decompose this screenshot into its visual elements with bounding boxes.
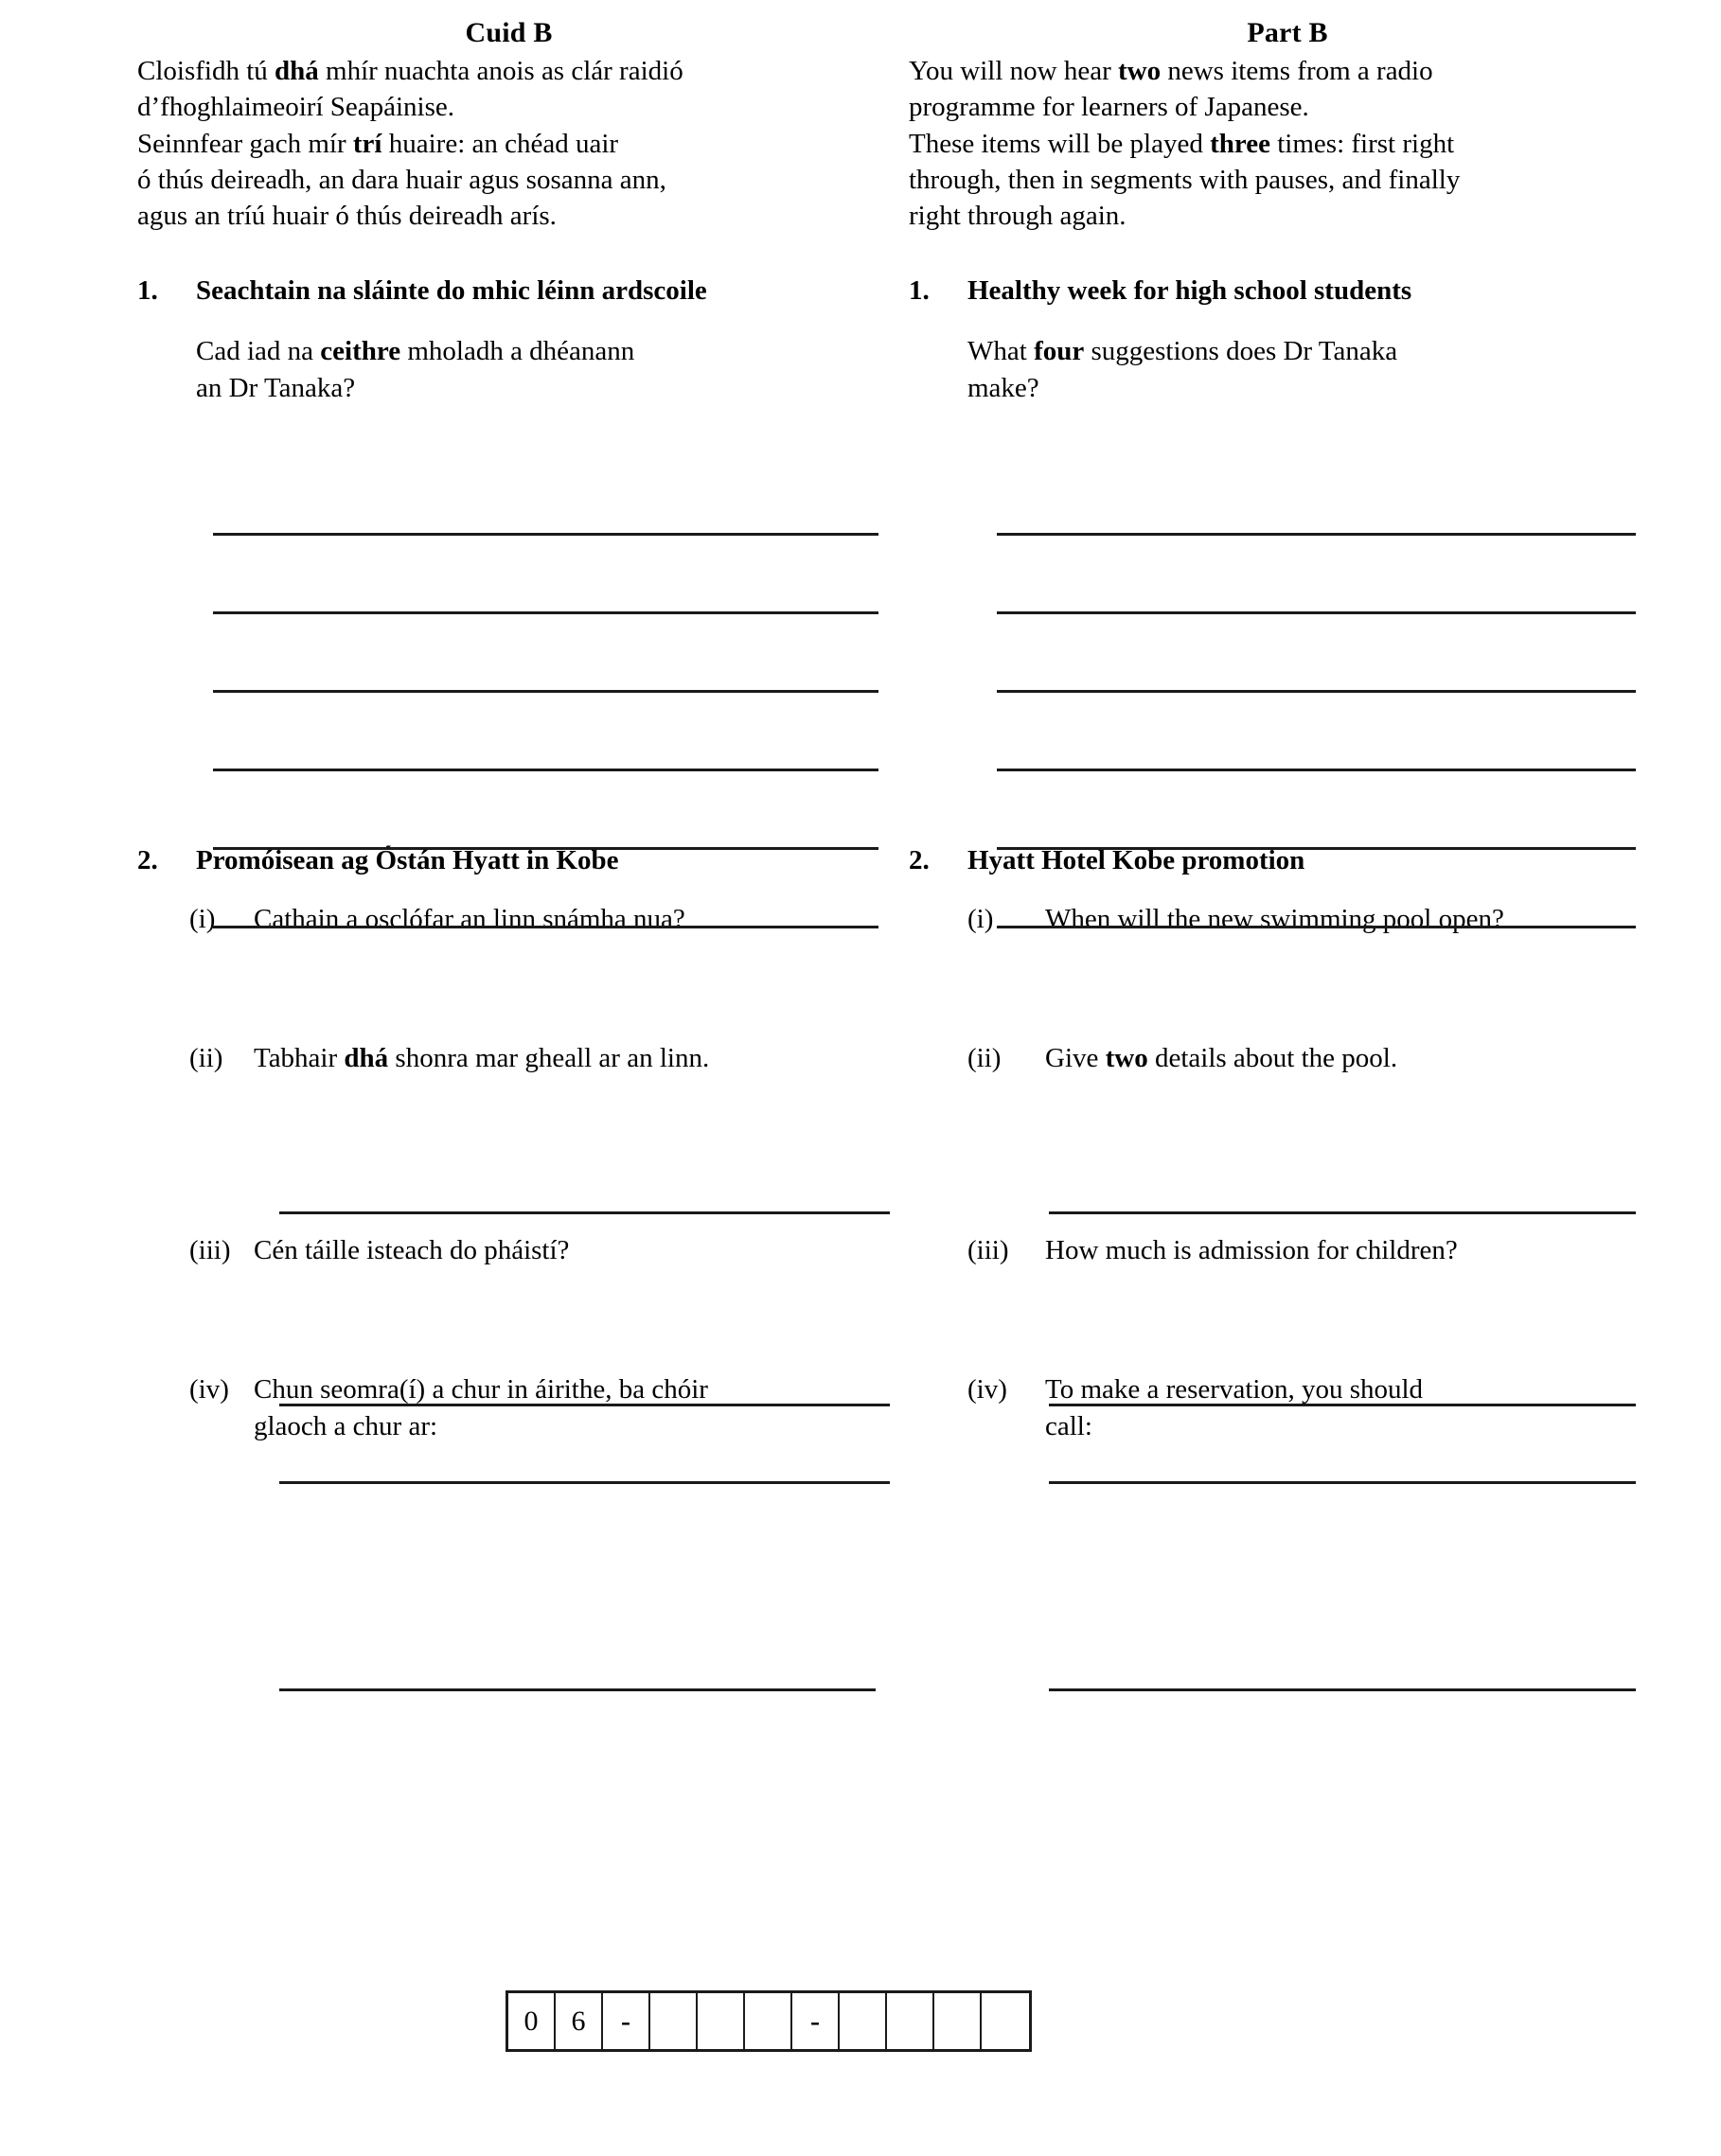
exam-number-cell-1[interactable]: 0 — [508, 1993, 556, 2049]
english-q2-item-ii-label: (ii) — [967, 1042, 1002, 1073]
text-line: glaoch a chur ar: — [254, 1411, 438, 1442]
exam-number-cell-10[interactable] — [934, 1993, 982, 2049]
exam-number-cell-5[interactable] — [698, 1993, 745, 2049]
english-q2-item-iii-text — [1045, 1232, 1458, 1269]
english-q2-item-ii — [909, 1040, 1638, 1077]
irish-q1-heading — [137, 275, 880, 307]
exam-number-cell-7[interactable]: - — [792, 1993, 840, 2049]
q1-irish-line-4[interactable] — [213, 769, 878, 771]
text-line: How much is admission for children? — [1045, 1234, 1458, 1265]
q1-english-line-1[interactable] — [997, 533, 1636, 536]
english-q1-prompt — [909, 333, 1638, 407]
english-q2-item-ii-text — [1045, 1040, 1397, 1077]
irish-q2-item-i — [137, 901, 880, 938]
q2ii-irish-line-1[interactable] — [279, 1404, 890, 1406]
irish-q1-number: 1. — [137, 275, 158, 307]
english-column — [909, 17, 1721, 1445]
q1-english-line-2[interactable] — [997, 611, 1636, 614]
emphasis-text: three — [1210, 128, 1270, 159]
irish-q2-item-iv-label: (iv) — [189, 1374, 229, 1405]
q2ii-english-line-1[interactable] — [1049, 1404, 1636, 1406]
text-line: ó thús deireadh, an dara huair agus sosanna ann, — [137, 164, 666, 195]
text-line: Seinnfear gach mír trí huaire: an chéad uair — [137, 128, 619, 159]
english-q1-number: 1. — [909, 275, 930, 307]
text-line: through, then in segments with pauses, and finally — [909, 164, 1461, 195]
irish-q2-item-ii-text — [254, 1040, 709, 1077]
irish-q2-item-iii-text — [254, 1232, 569, 1269]
text-line: right through again. — [909, 201, 1127, 232]
emphasis-text: two — [1118, 56, 1162, 86]
english-q2-item-iv-text — [1045, 1371, 1423, 1445]
q1-irish-line-1[interactable] — [213, 533, 878, 536]
irish-column — [0, 17, 909, 1445]
english-q2-number: 2. — [909, 844, 930, 875]
text-line: What four suggestions does Dr Tanaka — [967, 336, 1398, 367]
text-line: These items will be played three times: first right — [909, 128, 1455, 159]
q2ii-irish-line-2[interactable] — [279, 1481, 890, 1484]
english-q2-item-iii-label: (iii) — [967, 1234, 1009, 1265]
text-line: an Dr Tanaka? — [196, 373, 356, 404]
q2i-english-line-1[interactable] — [1049, 1211, 1636, 1214]
english-q1-heading — [909, 275, 1638, 307]
english-part-title: Part B — [1247, 17, 1328, 48]
text-line: Give two details about the pool. — [1045, 1042, 1398, 1073]
irish-q2-item-iii — [137, 1232, 880, 1269]
exam-number-cell-11[interactable] — [982, 1993, 1029, 2049]
irish-part-title: Cuid B — [465, 17, 553, 48]
exam-number-cell-2[interactable]: 6 — [556, 1993, 603, 2049]
text-line: make? — [967, 373, 1039, 404]
q2ii-english-line-2[interactable] — [1049, 1481, 1636, 1484]
q2iii-english-line-1[interactable] — [1049, 1688, 1636, 1691]
irish-q2-item-i-text — [254, 901, 685, 938]
text-line: Cathain a osclófar an linn snámha nua? — [254, 903, 685, 934]
exam-number-cell-9[interactable] — [887, 1993, 934, 2049]
text-line: To make a reservation, you should — [1045, 1374, 1424, 1405]
english-q1-title: Healthy week for high school students — [967, 275, 1412, 307]
emphasis-text: two — [1105, 1042, 1148, 1073]
emphasis-text: ceithre — [320, 336, 401, 367]
emphasis-text: trí — [352, 128, 382, 159]
bilingual-columns — [0, 17, 1721, 1445]
english-q2-item-iv — [909, 1371, 1638, 1445]
q1-irish-line-2[interactable] — [213, 611, 878, 614]
emphasis-text: dhá — [275, 56, 319, 86]
text-line: When will the new swimming pool open? — [1045, 903, 1504, 934]
english-q2-item-i-text — [1045, 901, 1504, 938]
english-intro — [909, 53, 1638, 234]
q1-english-line-5[interactable] — [997, 847, 1636, 850]
irish-q2-item-iv — [137, 1371, 880, 1445]
text-line: Cad iad na ceithre mholadh a dhéanann — [196, 336, 635, 367]
exam-number-cell-4[interactable] — [650, 1993, 698, 2049]
q2iii-irish-line-1[interactable] — [279, 1688, 876, 1691]
text-line: Chun seomra(í) a chur in áirithe, ba chóir — [254, 1374, 708, 1405]
irish-q2-number: 2. — [137, 844, 158, 875]
emphasis-text: four — [1034, 336, 1085, 367]
irish-q1-prompt — [137, 333, 880, 407]
irish-q2-item-iii-label: (iii) — [189, 1234, 231, 1265]
text-line: Cén táille isteach do pháistí? — [254, 1234, 570, 1265]
text-line: You will now hear two news items from a radio — [909, 56, 1433, 86]
exam-number-grid[interactable] — [506, 1990, 1032, 2052]
irish-q2-item-iv-text — [254, 1371, 708, 1445]
text-line: Cloisfidh tú dhá mhír nuachta anois as clár raidió — [137, 56, 683, 86]
english-q2-item-iv-label: (iv) — [967, 1374, 1007, 1405]
irish-intro — [137, 53, 880, 234]
q1-irish-line-6[interactable] — [213, 926, 878, 928]
exam-number-cell-8[interactable] — [840, 1993, 887, 2049]
text-line: agus an tríú huair ó thús deireadh arís. — [137, 201, 557, 232]
emphasis-text: dhá — [344, 1042, 389, 1073]
q1-english-line-6[interactable] — [997, 926, 1636, 928]
irish-q2-item-i-label: (i) — [189, 903, 216, 934]
irish-q2-item-ii — [137, 1040, 880, 1077]
exam-number-cell-3[interactable]: - — [603, 1993, 650, 2049]
english-q2-item-iii — [909, 1232, 1638, 1269]
english-q2-item-i-label: (i) — [967, 903, 994, 934]
q2i-irish-line-1[interactable] — [279, 1211, 890, 1214]
text-line: programme for learners of Japanese. — [909, 92, 1309, 123]
exam-number-cell-6[interactable] — [745, 1993, 792, 2049]
text-line: call: — [1045, 1411, 1092, 1442]
text-line: d’fhoghlaimeoirí Seapáinise. — [137, 92, 455, 123]
irish-q2-item-ii-label: (ii) — [189, 1042, 223, 1073]
q1-english-line-3[interactable] — [997, 690, 1636, 693]
q1-english-line-4[interactable] — [997, 769, 1636, 771]
english-q2-title: Hyatt Hotel Kobe promotion — [967, 844, 1305, 875]
text-line: Tabhair dhá shonra mar gheall ar an linn. — [254, 1042, 710, 1073]
q1-irish-line-5[interactable] — [213, 847, 878, 850]
q1-irish-line-3[interactable] — [213, 690, 878, 693]
english-q2-item-i — [909, 901, 1638, 938]
irish-q2-title: Promóisean ag Óstán Hyatt in Kobe — [196, 844, 619, 875]
irish-q1-title: Seachtain na sláinte do mhic léinn ardscoile — [196, 275, 707, 307]
